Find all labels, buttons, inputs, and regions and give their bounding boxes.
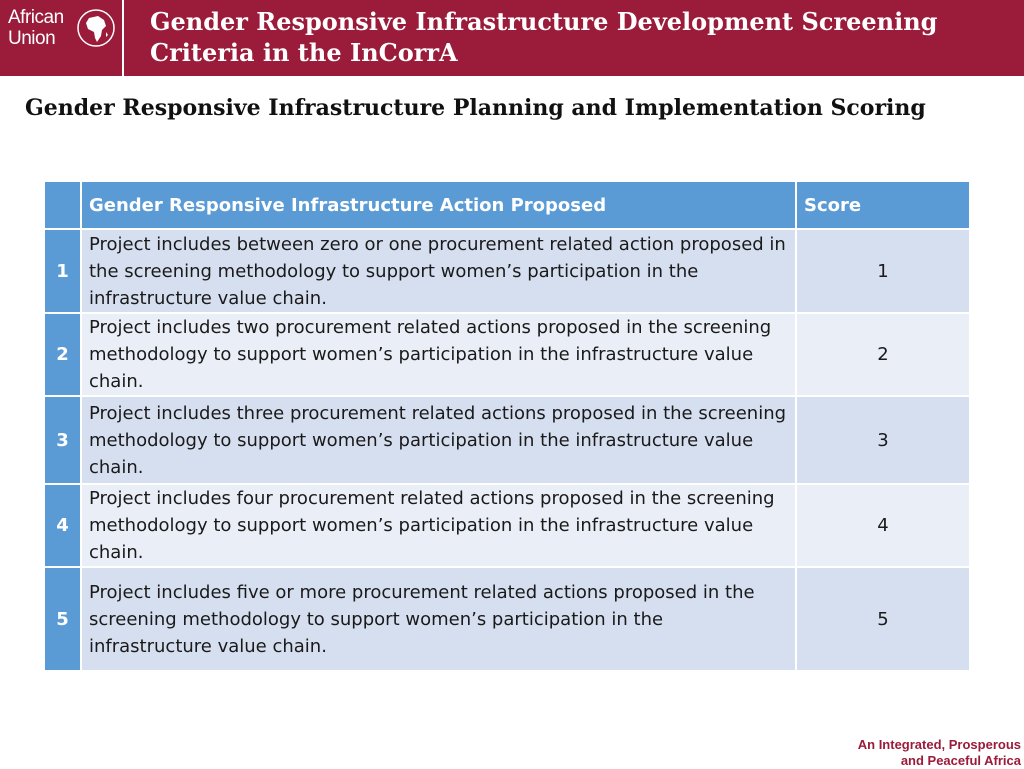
table-header-row xyxy=(44,181,970,229)
header-banner xyxy=(0,0,1024,76)
row-number: 2 xyxy=(44,313,81,396)
action-description: Project includes five or more procurement related actions proposed in the screening methodology to support women’s participation in the infrastructure value chain. xyxy=(81,567,796,671)
column-header-score: Score xyxy=(796,181,970,229)
page-title: Gender Responsive Infrastructure Development Screening Criteria in the InCorrA xyxy=(150,7,938,67)
table-row xyxy=(44,229,970,313)
row-number: 4 xyxy=(44,484,81,567)
africa-map-icon xyxy=(76,8,116,48)
logo-text: African Union xyxy=(8,7,64,49)
score-value: 5 xyxy=(796,567,970,671)
table-row xyxy=(44,484,970,567)
action-description: Project includes two procurement related actions proposed in the screening methodology to support women’s participation in the infrastructure value chain. xyxy=(81,313,796,396)
score-value: 2 xyxy=(796,313,970,396)
score-value: 3 xyxy=(796,396,970,484)
action-description: Project includes four procurement related actions proposed in the screening methodology to support women’s participation in the infrastructure value chain. xyxy=(81,484,796,567)
section-heading: Gender Responsive Infrastructure Planning and Implementation Scoring xyxy=(25,95,926,121)
row-number: 3 xyxy=(44,396,81,484)
column-header-number xyxy=(44,181,81,229)
row-number: 5 xyxy=(44,567,81,671)
score-value: 1 xyxy=(796,229,970,313)
column-header-action: Gender Responsive Infrastructure Action Proposed xyxy=(81,181,796,229)
table-row xyxy=(44,396,970,484)
action-description: Project includes between zero or one procurement related action proposed in the screening methodology to support women’s participation in the infrastructure value chain. xyxy=(81,229,796,313)
table-row xyxy=(44,567,970,671)
table-row xyxy=(44,313,970,396)
scoring-table xyxy=(43,180,971,672)
score-value: 4 xyxy=(796,484,970,567)
row-number: 1 xyxy=(44,229,81,313)
footer-tagline: An Integrated, Prosperous and Peaceful Africa xyxy=(857,737,1021,768)
action-description: Project includes three procurement related actions proposed in the screening methodology to support women’s participation in the infrastructure value chain. xyxy=(81,396,796,484)
african-union-logo xyxy=(0,0,124,76)
